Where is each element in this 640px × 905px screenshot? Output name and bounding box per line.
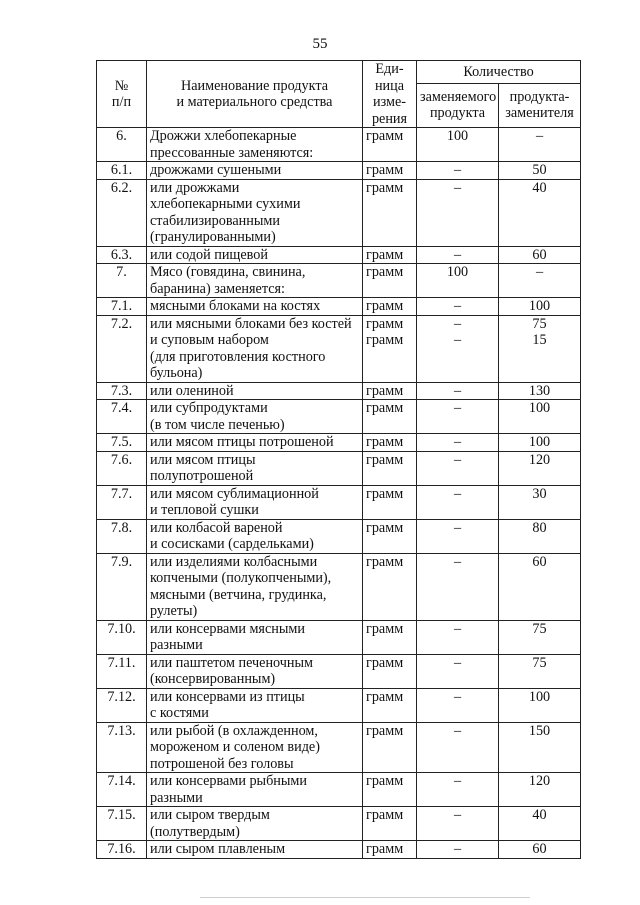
table-row <box>97 400 581 434</box>
cell-substitute-line: 75 <box>532 315 547 332</box>
cell-name-line: копчеными (полукопчеными), <box>150 570 332 586</box>
cell-unit-line: грамм <box>366 264 404 280</box>
cell-substitute-line: 60 <box>532 246 547 263</box>
cell-replaced-line: – <box>453 400 462 416</box>
cell-unit <box>363 400 417 434</box>
cell-substitute <box>499 382 581 400</box>
cell-name <box>147 841 363 859</box>
cell-replaced <box>417 620 499 654</box>
cell-name <box>147 519 363 553</box>
cell-name <box>147 128 363 162</box>
table-row <box>97 553 581 620</box>
header-unit-line: ница <box>374 77 405 94</box>
cell-substitute-line: 40 <box>532 179 547 196</box>
cell-substitute <box>499 315 581 382</box>
cell-replaced-line: – <box>453 485 462 502</box>
cell-replaced-line: 100 <box>446 264 469 280</box>
cell-num: 7.15. <box>97 807 147 841</box>
cell-unit-line: грамм <box>366 315 404 332</box>
cell-name <box>147 382 363 400</box>
cell-unit-line: грамм <box>366 688 404 705</box>
cell-substitute <box>499 128 581 162</box>
cell-replaced-line: – <box>453 315 462 332</box>
cell-substitute <box>499 654 581 688</box>
cell-replaced <box>417 246 499 264</box>
cell-substitute <box>499 162 581 180</box>
cell-substitute-line: 60 <box>532 841 547 857</box>
cell-unit-line: грамм <box>366 246 404 263</box>
cell-substitute-line: 100 <box>528 400 551 416</box>
cell-num: 7.13. <box>97 722 147 773</box>
cell-replaced-line: – <box>453 162 462 178</box>
cell-substitute-line: 120 <box>528 773 551 789</box>
cell-substitute-line: 80 <box>532 519 547 536</box>
cell-name-line: или содой пищевой <box>150 246 268 263</box>
cell-name-line: и суповым набором <box>150 332 269 348</box>
cell-unit-line: грамм <box>366 179 404 196</box>
cell-name-line: дрожжами сушеными <box>150 162 282 178</box>
cell-name-line: баранина) заменяется: <box>150 280 285 297</box>
cell-substitute <box>499 620 581 654</box>
cell-replaced-line: – <box>453 332 462 348</box>
cell-substitute <box>499 519 581 553</box>
cell-replaced <box>417 519 499 553</box>
cell-unit-line: грамм <box>366 620 404 637</box>
cell-name-line: или рыбой (в охлажденном, <box>150 722 318 739</box>
table-row <box>97 722 581 773</box>
cell-substitute <box>499 722 581 773</box>
cell-replaced <box>417 298 499 316</box>
cell-num: 6.1. <box>97 162 147 180</box>
cell-name-line: мороженом и соленом виде) <box>150 739 320 755</box>
cell-substitute <box>499 807 581 841</box>
cell-substitute-line: – <box>535 264 544 280</box>
cell-num: 7.7. <box>97 485 147 519</box>
cell-name-line: и сосисками (сардельками) <box>150 536 314 552</box>
cell-replaced-line: – <box>453 382 462 399</box>
cell-unit <box>363 162 417 180</box>
cell-replaced <box>417 451 499 485</box>
cell-unit-line: грамм <box>366 298 404 314</box>
cell-replaced <box>417 807 499 841</box>
cell-name-line: мясными (ветчина, грудинка, <box>150 586 327 603</box>
cell-unit <box>363 264 417 298</box>
table-row <box>97 128 581 162</box>
cell-replaced-line: – <box>453 179 462 196</box>
cell-replaced <box>417 264 499 298</box>
cell-name-line: с костями <box>150 705 209 721</box>
cell-replaced-line: – <box>453 246 462 263</box>
header-replaced-line: заменяемого <box>420 88 497 105</box>
cell-num: 7.6. <box>97 451 147 485</box>
cell-replaced <box>417 162 499 180</box>
cell-name-line: прессованные заменяются: <box>150 144 314 161</box>
cell-num: 7.14. <box>97 773 147 807</box>
cell-replaced-line: – <box>453 654 462 671</box>
cell-substitute-line: 120 <box>528 451 551 468</box>
cell-name-line: или олениной <box>150 382 234 399</box>
cell-name <box>147 654 363 688</box>
cell-num: 7.3. <box>97 382 147 400</box>
cell-name-line: или колбасой вареной <box>150 519 283 536</box>
cell-substitute-line: 100 <box>528 434 551 450</box>
cell-unit-line: грамм <box>366 332 404 348</box>
cell-unit <box>363 485 417 519</box>
cell-unit-line: грамм <box>366 773 404 789</box>
cell-unit-line: грамм <box>366 451 404 468</box>
cell-name-line: или изделиями колбасными <box>150 553 318 570</box>
cell-replaced-line: – <box>453 553 462 570</box>
cell-unit <box>363 688 417 722</box>
cell-name-line: хлебопекарными сухими <box>150 196 301 212</box>
cell-name <box>147 162 363 180</box>
cell-substitute-line: 100 <box>528 298 551 314</box>
cell-num: 6.2. <box>97 179 147 246</box>
cell-num: 7. <box>97 264 147 298</box>
cell-replaced-line: 100 <box>446 128 469 144</box>
table-row <box>97 179 581 246</box>
cell-replaced <box>417 773 499 807</box>
cell-substitute-line: 40 <box>532 807 547 823</box>
cell-substitute <box>499 400 581 434</box>
cell-num: 7.12. <box>97 688 147 722</box>
cell-num: 7.16. <box>97 841 147 859</box>
table-row <box>97 451 581 485</box>
cell-name-line: разными <box>150 789 203 806</box>
cell-unit-line: грамм <box>366 434 404 450</box>
header-replaced-line: продукта <box>429 105 486 122</box>
cell-name <box>147 722 363 773</box>
cell-replaced-line: – <box>453 298 462 314</box>
cell-name <box>147 620 363 654</box>
cell-name <box>147 400 363 434</box>
cell-name <box>147 451 363 485</box>
cell-substitute <box>499 264 581 298</box>
table-row <box>97 688 581 722</box>
header-quantity: Количество <box>417 61 581 84</box>
cell-name <box>147 553 363 620</box>
cell-replaced-line: – <box>453 620 462 637</box>
cell-replaced <box>417 553 499 620</box>
cell-name-line: (консервированным) <box>150 671 276 687</box>
header-substitute <box>499 83 581 127</box>
cell-name-line: или сыром твердым <box>150 807 270 823</box>
cell-name-line: разными <box>150 637 203 653</box>
cell-num: 6. <box>97 128 147 162</box>
cell-name-line: и тепловой сушки <box>150 502 259 518</box>
cell-unit <box>363 128 417 162</box>
cell-replaced-line: – <box>453 434 462 450</box>
table-row <box>97 315 581 382</box>
cell-unit-line: грамм <box>366 485 404 502</box>
cell-unit <box>363 298 417 316</box>
cell-name-line: Дрожжи хлебопекарные <box>150 128 297 144</box>
cell-substitute <box>499 553 581 620</box>
cell-name-line: или паштетом печеночным <box>150 654 314 671</box>
table-row <box>97 773 581 807</box>
cell-replaced <box>417 841 499 859</box>
cell-unit <box>363 722 417 773</box>
cell-name <box>147 434 363 452</box>
cell-name <box>147 264 363 298</box>
cell-unit <box>363 179 417 246</box>
cell-unit-line: грамм <box>366 382 404 399</box>
cell-replaced <box>417 485 499 519</box>
cell-name-line: или мясными блоками без костей <box>150 315 352 332</box>
cell-replaced <box>417 315 499 382</box>
cell-name <box>147 298 363 316</box>
cell-name-line: или дрожжами <box>150 179 240 196</box>
table-row <box>97 485 581 519</box>
table-body <box>97 128 581 859</box>
table-row <box>97 620 581 654</box>
cell-unit <box>363 315 417 382</box>
cell-unit-line: грамм <box>366 722 404 739</box>
cell-replaced-line: – <box>453 773 462 789</box>
cell-name-line: (в том числе печенью) <box>150 416 285 433</box>
cell-unit-line: грамм <box>366 807 404 823</box>
cell-name <box>147 807 363 841</box>
cell-name <box>147 315 363 382</box>
cell-name-line: рулеты) <box>150 603 198 619</box>
table-row <box>97 807 581 841</box>
cell-replaced <box>417 382 499 400</box>
cell-num: 7.8. <box>97 519 147 553</box>
cell-substitute <box>499 451 581 485</box>
header-name <box>147 61 363 128</box>
cell-name-line: полупотрошеной <box>150 468 254 484</box>
cell-substitute <box>499 246 581 264</box>
cell-name <box>147 179 363 246</box>
cell-name-line: или консервами из птицы <box>150 688 305 705</box>
cell-replaced <box>417 434 499 452</box>
table-header <box>97 61 581 128</box>
cell-unit <box>363 382 417 400</box>
page-number: 55 <box>312 36 328 52</box>
cell-substitute-line: 50 <box>532 162 547 178</box>
cell-substitute-line: 15 <box>532 332 547 348</box>
cell-name-line: или мясом птицы <box>150 451 256 468</box>
cell-unit <box>363 807 417 841</box>
cell-substitute-line: 150 <box>528 722 551 739</box>
cell-unit <box>363 519 417 553</box>
cell-substitute <box>499 434 581 452</box>
header-num <box>97 61 147 128</box>
cell-substitute-line: 60 <box>532 553 547 570</box>
cell-name-line: или сыром плавленым <box>150 841 286 857</box>
cell-name <box>147 773 363 807</box>
table-row <box>97 246 581 264</box>
header-num-line: п/п <box>111 94 132 110</box>
cell-substitute-line: 100 <box>528 688 551 705</box>
cell-unit-line: грамм <box>366 400 404 416</box>
cell-num: 7.4. <box>97 400 147 434</box>
cell-name <box>147 246 363 264</box>
cell-substitute <box>499 841 581 859</box>
cell-name-line: потрошеной без головы <box>150 755 294 772</box>
cell-substitute-line: – <box>535 128 544 144</box>
page-bottom-rule <box>200 897 530 898</box>
substitution-table <box>96 60 581 859</box>
cell-substitute-line: 130 <box>528 382 551 399</box>
cell-replaced-line: – <box>453 841 462 857</box>
cell-replaced <box>417 128 499 162</box>
cell-num: 7.11. <box>97 654 147 688</box>
cell-name-line: или консервами мясными <box>150 620 305 637</box>
table-row <box>97 841 581 859</box>
cell-name-line: (гранулированными) <box>150 229 276 245</box>
cell-name-line: (полутвердым) <box>150 823 240 840</box>
cell-name-line: или мясом птицы потрошеной <box>150 434 334 450</box>
header-num-line: № <box>114 77 129 94</box>
cell-name-line: стабилизированными <box>150 212 280 229</box>
cell-replaced-line: – <box>453 688 462 705</box>
cell-substitute-line: 75 <box>532 654 547 671</box>
cell-unit <box>363 620 417 654</box>
table-row <box>97 519 581 553</box>
cell-unit <box>363 654 417 688</box>
cell-substitute-line: 30 <box>532 485 547 502</box>
cell-replaced <box>417 688 499 722</box>
cell-name-line: или субпродуктами <box>150 400 268 416</box>
cell-name-line: или консервами рыбными <box>150 773 307 789</box>
cell-unit <box>363 841 417 859</box>
cell-name <box>147 485 363 519</box>
cell-num: 7.5. <box>97 434 147 452</box>
cell-name-line: (для приготовления костного <box>150 348 326 365</box>
table-row <box>97 654 581 688</box>
cell-unit <box>363 451 417 485</box>
header-replaced <box>417 83 499 127</box>
cell-name <box>147 688 363 722</box>
cell-name-line: Мясо (говядина, свинина, <box>150 264 306 280</box>
cell-unit <box>363 434 417 452</box>
header-unit-line: Еди- <box>375 61 404 77</box>
cell-unit-line: грамм <box>366 128 404 144</box>
cell-substitute <box>499 298 581 316</box>
cell-unit-line: грамм <box>366 654 404 671</box>
header-name-line: и материального средства <box>176 94 333 110</box>
cell-unit <box>363 246 417 264</box>
header-substitute-line: продукта- <box>509 88 570 105</box>
table-row <box>97 162 581 180</box>
cell-replaced-line: – <box>453 451 462 468</box>
cell-replaced-line: – <box>453 722 462 739</box>
cell-num: 7.10. <box>97 620 147 654</box>
table-row <box>97 382 581 400</box>
cell-replaced <box>417 654 499 688</box>
table-row <box>97 298 581 316</box>
cell-unit <box>363 773 417 807</box>
cell-replaced <box>417 722 499 773</box>
cell-num: 7.1. <box>97 298 147 316</box>
cell-replaced-line: – <box>453 519 462 536</box>
cell-substitute <box>499 179 581 246</box>
cell-num: 7.2. <box>97 315 147 382</box>
cell-substitute-line: 75 <box>532 620 547 637</box>
header-substitute-line: заменителя <box>505 105 574 122</box>
table-row <box>97 264 581 298</box>
cell-substitute <box>499 485 581 519</box>
cell-replaced-line: – <box>453 807 462 823</box>
cell-name-line: или мясом сублимационной <box>150 485 319 502</box>
cell-substitute <box>499 688 581 722</box>
cell-replaced <box>417 179 499 246</box>
cell-unit-line: грамм <box>366 841 404 857</box>
cell-num: 6.3. <box>97 246 147 264</box>
cell-replaced <box>417 400 499 434</box>
cell-name-line: бульона) <box>150 365 203 381</box>
cell-substitute <box>499 773 581 807</box>
cell-unit-line: грамм <box>366 162 404 178</box>
header-name-line: Наименование продукта <box>181 77 328 94</box>
header-unit-line: рения <box>371 110 408 127</box>
cell-num: 7.9. <box>97 553 147 620</box>
cell-unit-line: грамм <box>366 553 404 570</box>
table-row <box>97 434 581 452</box>
cell-name-line: мясными блоками на костях <box>150 298 321 314</box>
header-unit-line: изме- <box>373 94 406 110</box>
cell-unit-line: грамм <box>366 519 404 536</box>
header-unit <box>363 61 417 128</box>
cell-unit <box>363 553 417 620</box>
